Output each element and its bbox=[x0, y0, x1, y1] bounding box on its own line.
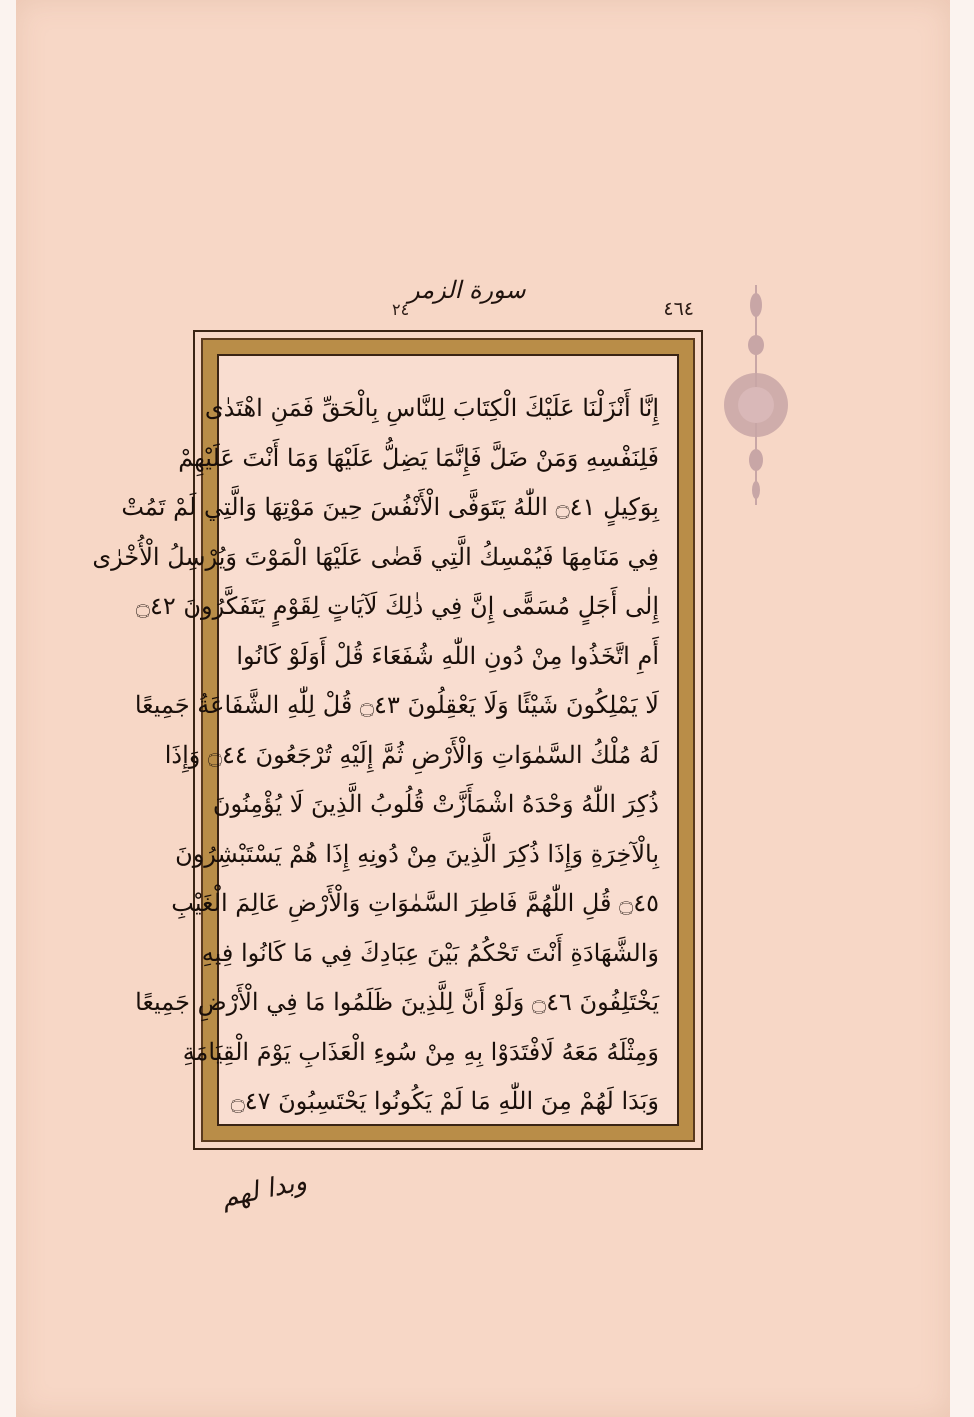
verse-line-5: إِلٰى أَجَلٍ مُسَمًّى إِنَّ فِي ذٰلِكَ لَآيَاتٍ لِقَوْمٍ يَتَفَكَّرُونَ ۝٤٢ bbox=[135, 592, 659, 620]
verses-block bbox=[92, 384, 659, 1127]
verse-line-10: بِالْآخِرَةِ وَإِذَا ذُكِرَ الَّذِينَ مِنْ دُونِهِ إِذَا هُمْ يَسْتَبْشِرُونَ bbox=[175, 839, 659, 868]
verse-line-13: يَخْتَلِفُونَ ۝٤٦ وَلَوْ أَنَّ لِلَّذِينَ ظَلَمُوا مَا فِي الْأَرْضِ جَمِيعًا bbox=[135, 988, 659, 1016]
verse-line-12: وَالشَّهَادَةِ أَنْتَ تَحْكُمُ بَيْنَ عِبَادِكَ فِي مَا كَانُوا فِيهِ bbox=[201, 938, 659, 967]
text-panel bbox=[92, 354, 679, 1126]
verse-line-9: ذُكِرَ اللّٰهُ وَحْدَهُ اشْمَأَزَّتْ قُلُوبُ الَّذِينَ لَا يُؤْمِنُونَ bbox=[212, 790, 659, 818]
verse-line-11: ۝٤٥ قُلِ اللّٰهُمَّ فَاطِرَ السَّمٰوَاتِ وَالْأَرْضِ عَالِمَ الْغَيْبِ bbox=[171, 889, 659, 917]
verse-line-4: فِي مَنَامِهَا فَيُمْسِكُ الَّتِي قَضٰى عَلَيْهَا الْمَوْتَ وَيُرْسِلُ الْأُخْرٰى bbox=[92, 542, 659, 571]
page-header bbox=[196, 270, 702, 330]
verse-line-3: بِوَكِيلٍ ۝٤١ اللّٰهُ يَتَوَفَّى الْأَنْفُسَ حِينَ مَوْتِهَا وَالَّتِي لَمْ تَمُتْ bbox=[121, 493, 659, 521]
verse-line-15: وَبَدَا لَهُمْ مِنَ اللّٰهِ مَا لَمْ يَكُونُوا يَحْتَسِبُونَ ۝٤٧ bbox=[230, 1087, 659, 1115]
gold-border bbox=[92, 338, 695, 1142]
margin-ornament-icon bbox=[716, 285, 796, 505]
verse-line-2: فَلِنَفْسِهِ وَمَنْ ضَلَّ فَإِنَّمَا يَضِلُّ عَلَيْهَا وَمَا أَنْتَ عَلَيْهِمْ bbox=[178, 443, 659, 472]
verse-line-14: وَمِثْلَهُ مَعَهُ لَافْتَدَوْا بِهِ مِنْ سُوءِ الْعَذَابِ يَوْمَ الْقِيَامَةِ bbox=[182, 1037, 659, 1066]
verse-line-7: لَا يَمْلِكُونَ شَيْئًا وَلَا يَعْقِلُونَ ۝٤٣ قُلْ لِلّٰهِ الشَّفَاعَةُ جَمِيعًا bbox=[134, 691, 659, 719]
text-frame bbox=[92, 330, 703, 1150]
verse-line-8: لَهُ مُلْكُ السَّمٰوَاتِ وَالْأَرْضِ ثُمَّ إِلَيْهِ تُرْجَعُونَ ۝٤٤ وَإِذَا bbox=[164, 740, 659, 769]
verse-line-1: إِنَّا أَنْزَلْنَا عَلَيْكَ الْكِتَابَ لِلنَّاسِ بِالْحَقِّ فَمَنِ اهْتَدٰى bbox=[204, 394, 659, 422]
surah-title: سورة الزمر bbox=[408, 276, 526, 304]
page-number: ٤٦٤ bbox=[663, 298, 694, 320]
manuscript-page bbox=[16, 0, 950, 1417]
verse-line-6: أَمِ اتَّخَذُوا مِنْ دُونِ اللّٰهِ شُفَعَاءَ قُلْ أَوَلَوْ كَانُوا bbox=[236, 641, 659, 670]
catchword: وبدا لهم bbox=[218, 1166, 310, 1214]
juz-number: ٢٤ bbox=[392, 300, 410, 319]
